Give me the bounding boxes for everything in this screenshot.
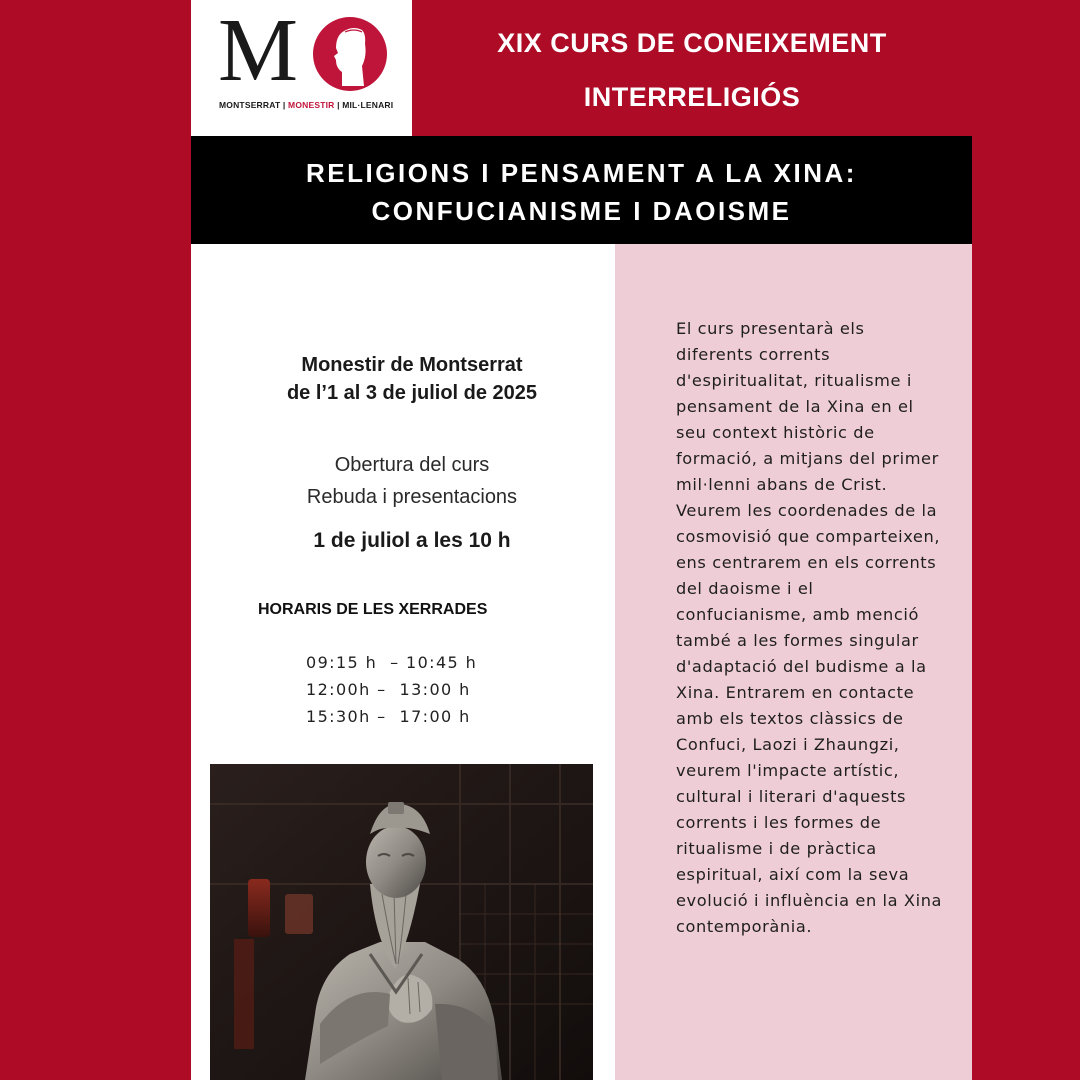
opening-line2: Rebuda i presentacions <box>306 486 518 508</box>
event-dates: de l’1 al 3 de juliol de 2025 <box>286 382 538 404</box>
opening-date: 1 de juliol a les 10 h <box>313 529 511 552</box>
topic-title-line1: RELIGIONS I PENSAMENT A LA XINA: <box>306 158 857 188</box>
poster-card <box>191 0 972 1080</box>
topic-title-line2: CONFUCIANISME I DAOISME <box>371 196 792 226</box>
confucius-statue-photo <box>210 764 593 1080</box>
logo <box>191 0 412 136</box>
logo-letter: M <box>218 1 297 100</box>
course-title-line1: XIX CURS DE CONEIXEMENT <box>497 28 887 58</box>
venue: Monestir de Montserrat <box>301 354 523 376</box>
topic-banner <box>191 136 972 244</box>
course-description: El curs presentarà els diferents corrents d'espiritualitat, ritualisme i pensament de la Xina en el seu context històric de formació, a mitjans del primer mil·lenni abans de Crist. Veurem les coordenades de la cosmovisió que comparteixen, ens centrarem en els corrents del daoisme i el confucianisme, amb menció també a les formes singular d'adaptació del budisme a la Xina. Entrarem en contacte amb els textos clàssics de Confuci, Laozi i Zhaungzi, veurem l'impacte artístic, cultural i literari d'aquests corrents i les formes de ritualisme i de pràctica espiritual, així com la seva evolució i influència en la Xina contemporània. <box>676 319 943 936</box>
schedule-slot: 15:30h – 17:00 h <box>306 707 471 726</box>
opening-line1: Obertura del curs <box>334 454 490 476</box>
schedule-slot: 12:00h – 13:00 h <box>306 680 471 699</box>
monk-profile-icon <box>312 16 388 92</box>
description-panel <box>615 244 972 1080</box>
schedule-title: HORARIS DE LES XERRADES <box>258 601 488 618</box>
statue-illustration <box>210 764 593 1080</box>
logo-caption: MONTSERRAT | MONESTIR | MIL·LENARI <box>219 100 394 110</box>
course-header <box>412 0 972 136</box>
event-info <box>191 244 615 1080</box>
course-title-line2: INTERRELIGIÓS <box>583 82 801 112</box>
schedule-slot: 09:15 h – 10:45 h <box>306 653 478 672</box>
